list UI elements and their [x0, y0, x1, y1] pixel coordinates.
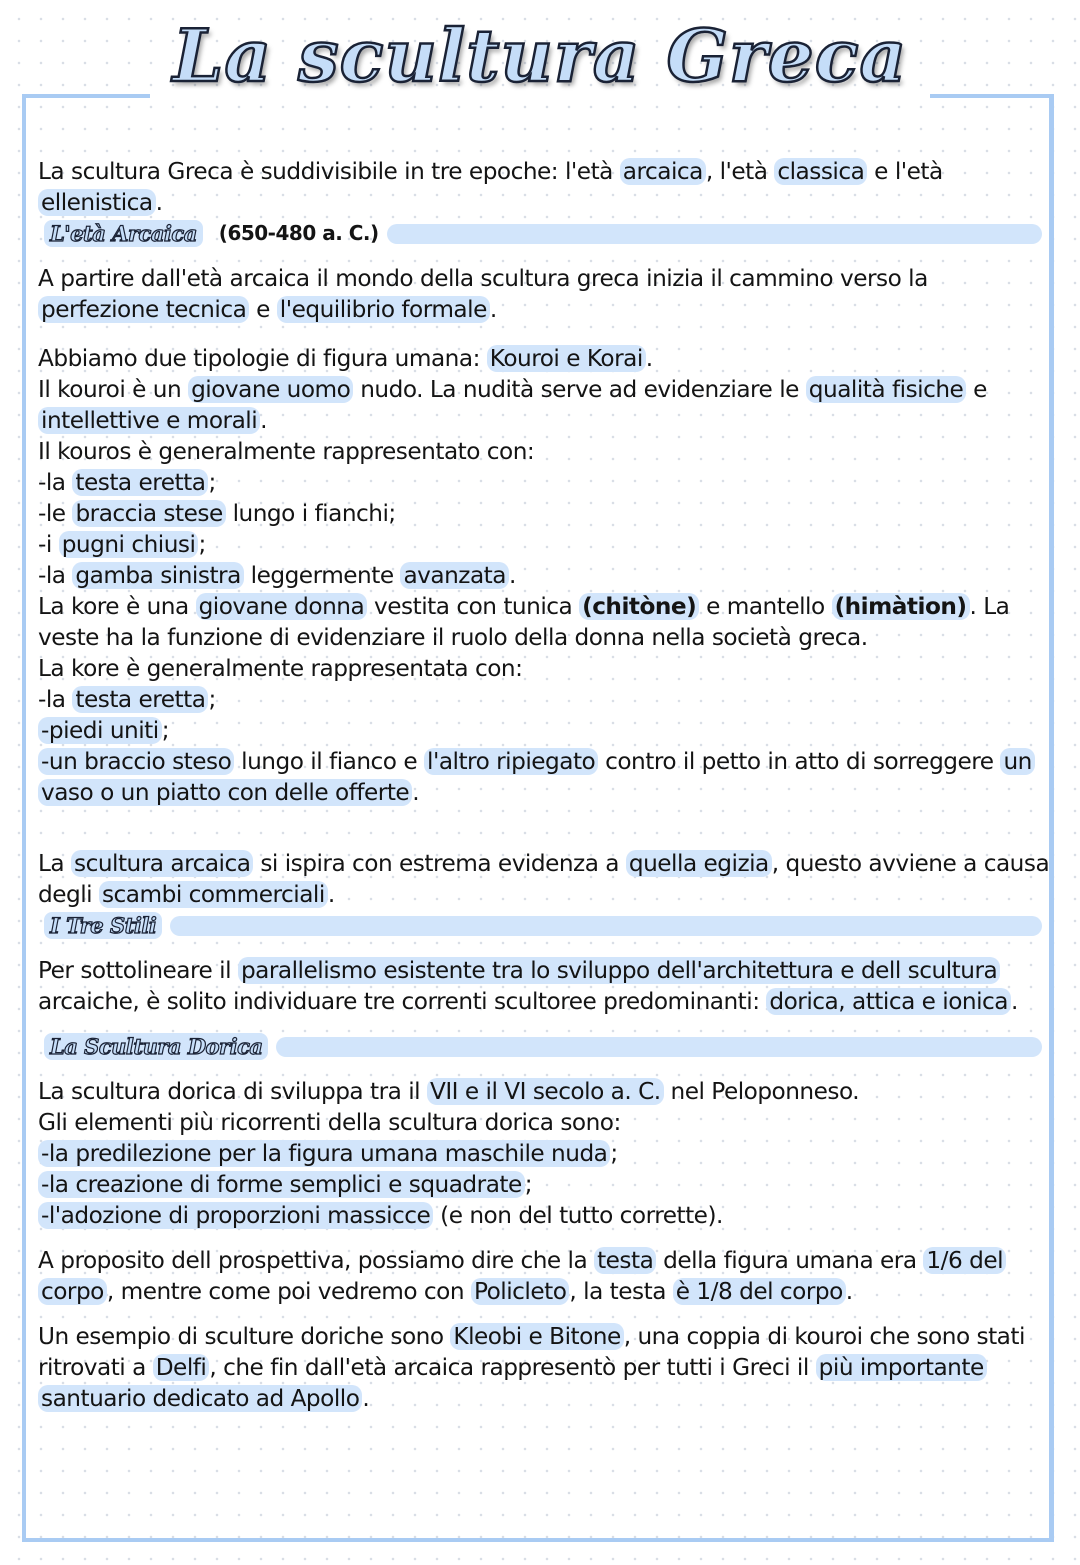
- heading-underline-bar: [170, 916, 1042, 936]
- kore-definition: [38, 591, 1052, 653]
- section-date: (650-480 a. C.): [218, 221, 379, 245]
- highlight: VII e il VI secolo a. C.: [427, 1078, 664, 1105]
- text: nudo. La nudità serve ad evidenziare le: [353, 376, 806, 403]
- highlight: avanzata: [400, 562, 509, 589]
- dorica-paragraph: [38, 1076, 1052, 1107]
- text: ;: [524, 1171, 533, 1198]
- highlight: Kouroi e Korai: [487, 345, 646, 372]
- text: La scultura Greca è suddivisibile in tre epoche: l'età: [38, 158, 620, 185]
- highlight: -l'adozione di proporzioni massicce: [38, 1202, 433, 1229]
- highlight: 1/6 del corpo: [38, 1247, 1006, 1305]
- text: .: [509, 562, 516, 589]
- list-item: [38, 529, 1052, 560]
- text: ;: [610, 1140, 618, 1167]
- text: , una coppia di kouroi che sono stati ritrovati a: [38, 1323, 1025, 1381]
- text: La: [38, 850, 71, 877]
- highlight: -piedi uniti: [38, 717, 162, 744]
- highlight: -un braccio steso: [38, 748, 234, 775]
- text: -la: [38, 562, 73, 589]
- highlight: scultura arcaica: [71, 850, 253, 877]
- list-item: [38, 1200, 1052, 1231]
- highlight: quella egizia: [626, 850, 772, 877]
- kore-intro: La kore è generalmente rappresentata con:: [38, 655, 523, 682]
- text: -la: [38, 469, 73, 496]
- highlight: pugni chiusi: [59, 531, 199, 558]
- highlight: testa eretta: [72, 686, 208, 713]
- text: Il kouroi è un: [38, 376, 189, 403]
- elements-intro: Gli elementi più ricorrenti della scultura dorica sono:: [38, 1109, 621, 1136]
- text: (e non del tutto corrette).: [433, 1202, 723, 1229]
- highlight: (chitòne): [579, 593, 699, 620]
- text: , l'età: [705, 158, 775, 185]
- text: contro il petto in atto di sorreggere: [598, 748, 1001, 775]
- text: vestita con tunica: [367, 593, 580, 620]
- list-item: [38, 715, 1052, 746]
- highlight: qualità fisiche: [806, 376, 967, 403]
- highlight: classica: [774, 158, 867, 185]
- highlight: più importante santuario dedicato ad Apollo: [38, 1354, 987, 1412]
- highlight: giovane donna: [196, 593, 368, 620]
- text: ;: [208, 686, 216, 713]
- egypt-paragraph: [38, 848, 1052, 910]
- text: .: [1011, 988, 1018, 1015]
- text: si ispira con estrema evidenza a: [253, 850, 626, 877]
- list-item: [38, 684, 1052, 715]
- text: arcaiche, è solito individuare tre correnti scultoree predominanti:: [38, 988, 767, 1015]
- list-item: [38, 1169, 1052, 1200]
- highlight: arcaica: [620, 158, 706, 185]
- section-heading-label: I Tre Stili: [44, 912, 162, 939]
- text: A partire dall'età arcaica il mondo della scultura greca inizia il cammino verso la: [38, 265, 928, 292]
- text: -i: [38, 531, 59, 558]
- section-heading-stili: [44, 910, 1052, 941]
- text: . La veste ha la funzione di evidenziare il ruolo della donna nella società greca.: [38, 593, 1010, 651]
- highlight: ellenistica: [38, 189, 156, 216]
- text: della figura umana era: [656, 1247, 924, 1274]
- text: .: [327, 881, 335, 908]
- highlight: l'altro ripiegato: [424, 748, 598, 775]
- kouroi-definition: [38, 374, 1052, 436]
- text: lungo il fianco e: [234, 748, 424, 775]
- list-item: [38, 467, 1052, 498]
- highlight: scambi commerciali: [99, 881, 328, 908]
- list-item: [38, 1138, 1052, 1169]
- text: ;: [198, 531, 206, 558]
- highlight: intellettive e morali: [38, 407, 260, 434]
- text: -le: [38, 500, 73, 527]
- highlight: giovane uomo: [188, 376, 353, 403]
- highlight: è 1/8 del corpo: [673, 1278, 846, 1305]
- text: ;: [208, 469, 216, 496]
- highlight: testa eretta: [72, 469, 208, 496]
- highlight: dorica, attica e ionica: [766, 988, 1011, 1015]
- text: .: [489, 296, 497, 323]
- highlight: testa: [594, 1247, 656, 1274]
- highlight: braccia stese: [72, 500, 225, 527]
- text: e l'età: [867, 158, 943, 185]
- highlight: perfezione tecnica: [38, 296, 249, 323]
- text: e mantello: [699, 593, 832, 620]
- text: e: [966, 376, 987, 403]
- text: ;: [161, 717, 170, 744]
- esempio-paragraph: [38, 1321, 1052, 1414]
- section-heading-label: L'età Arcaica: [44, 220, 203, 247]
- text: La kore è una: [38, 593, 196, 620]
- highlight: -la predilezione per la figura umana maschile nuda: [38, 1140, 610, 1167]
- highlight: (himàtion): [832, 593, 970, 620]
- highlight: l'equilibrio formale: [277, 296, 490, 323]
- text: , che fin dall'età arcaica rappresentò per tutti i Greci il: [209, 1354, 816, 1381]
- highlight: -la creazione di forme semplici e squadrate: [38, 1171, 525, 1198]
- text: leggermente: [243, 562, 401, 589]
- text: Per sottolineare il: [38, 957, 238, 984]
- list-item: [38, 498, 1052, 529]
- heading-underline-bar: [387, 224, 1042, 244]
- list-item: [38, 560, 1052, 591]
- text: nel Peloponneso.: [663, 1078, 860, 1105]
- kouros-intro: Il kouros è generalmente rappresentato con:: [38, 438, 535, 465]
- text: Abbiamo due tipologie di figura umana:: [38, 345, 487, 372]
- figures-line: [38, 343, 1052, 374]
- highlight: parallelismo esistente tra lo sviluppo dell'architettura e dell scultura: [238, 957, 1000, 984]
- text: .: [645, 345, 653, 372]
- text: e: [249, 296, 277, 323]
- highlight: gamba sinistra: [72, 562, 243, 589]
- text: , la testa: [569, 1278, 673, 1305]
- text: La scultura dorica di sviluppa tra il: [38, 1078, 427, 1105]
- page-title: La scultura Greca: [172, 13, 908, 98]
- text: .: [412, 779, 420, 806]
- stili-paragraph: [38, 955, 1052, 1017]
- text: , mentre come poi vedremo con: [106, 1278, 471, 1305]
- notes-content: [38, 156, 1052, 1414]
- intro-paragraph: [38, 156, 1052, 218]
- prospettiva-paragraph: [38, 1245, 1052, 1307]
- highlight: Policleto: [471, 1278, 569, 1305]
- text: Un esempio di sculture doriche sono: [38, 1323, 451, 1350]
- text: .: [260, 407, 268, 434]
- text: .: [362, 1385, 370, 1412]
- text: .: [155, 189, 163, 216]
- section-heading-label: La Scultura Dorica: [44, 1033, 268, 1060]
- section-heading-dorica: [44, 1031, 1052, 1062]
- text: , questo avviene a causa degli: [38, 850, 1050, 908]
- arcaica-paragraph: [38, 263, 1052, 325]
- list-item: [38, 746, 1052, 808]
- text: A proposito dell prospettiva, possiamo dire che la: [38, 1247, 595, 1274]
- highlight: Delfi: [153, 1354, 210, 1381]
- section-heading-arcaica: [44, 218, 1052, 249]
- text: lungo i fianchi;: [225, 500, 396, 527]
- highlight: Kleobi e Bitone: [450, 1323, 623, 1350]
- heading-underline-bar: [276, 1037, 1042, 1057]
- text: .: [845, 1278, 853, 1305]
- highlight: un vaso o un piatto con delle offerte: [38, 748, 1035, 806]
- text: -la: [38, 686, 73, 713]
